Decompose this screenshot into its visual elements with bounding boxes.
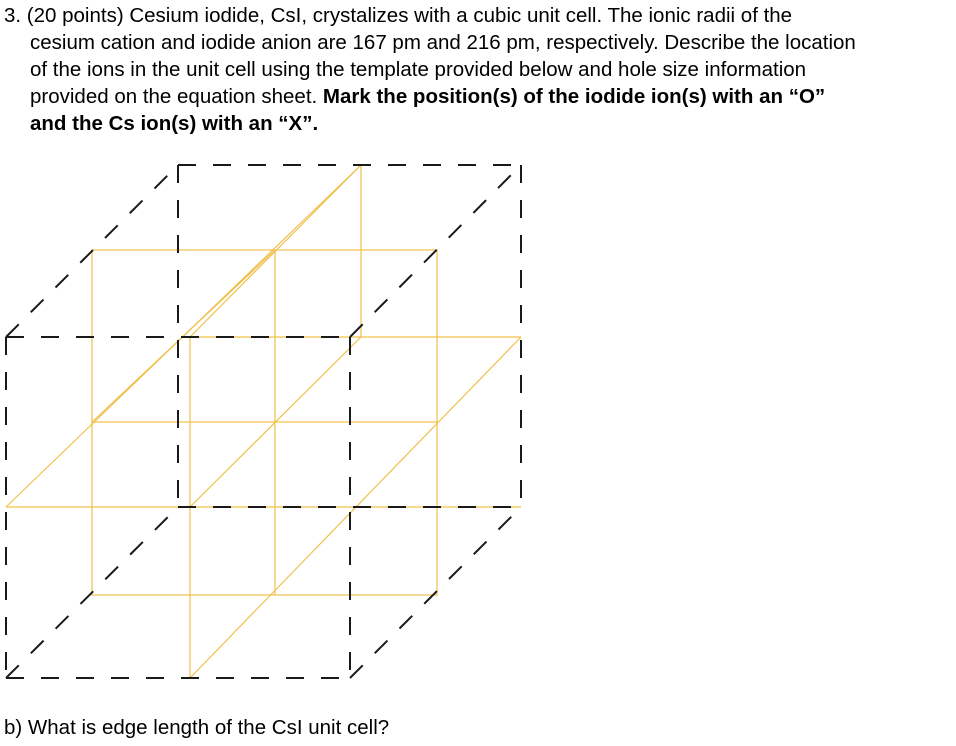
question-line-3: of the ions in the unit cell using the template provided below and hole size information	[30, 58, 807, 81]
question-line-4-bold: Mark the position(s) of the iodide ion(s) with an “O”	[322, 85, 826, 108]
question-text	[4, 2, 954, 137]
cube-edge-top-right	[350, 165, 521, 337]
part-b-question: b) What is edge length of the CsI unit cell?	[4, 716, 390, 739]
question-line-2: cesium cation and iodide anion are 167 pm and 216 pm, respectively. Describe the location	[30, 31, 856, 54]
question-line-4-plain: provided on the equation sheet.	[30, 85, 323, 108]
unit-cell-template	[0, 150, 540, 690]
question-line-1: 3. (20 points) Cesium iodide, CsI, crystalizes with a cubic unit cell. The ionic radii of the	[4, 4, 793, 27]
question-line-4	[4, 83, 954, 110]
question-line-5: and the Cs ion(s) with an “X”.	[30, 112, 319, 135]
cube-edge-bottom-right	[350, 507, 521, 678]
